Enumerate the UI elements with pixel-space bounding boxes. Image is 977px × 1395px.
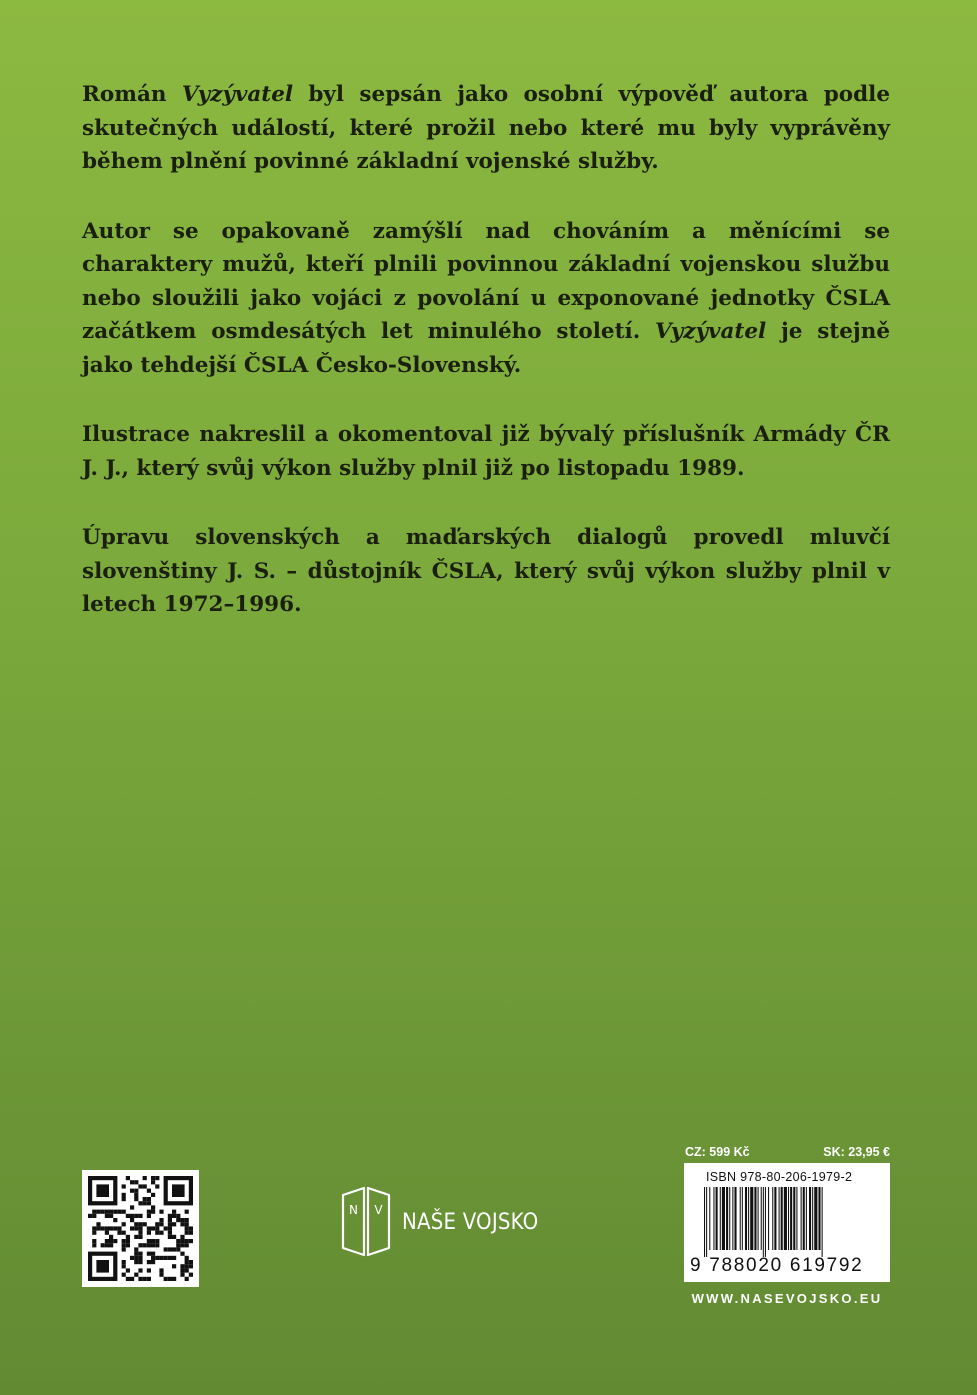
qr-module <box>176 1239 180 1243</box>
qr-module <box>126 1214 130 1218</box>
barcode-bar <box>716 1187 718 1250</box>
qr-module <box>151 1256 155 1260</box>
qr-module <box>122 1243 126 1247</box>
barcode-bar <box>781 1187 783 1250</box>
barcode-bar <box>745 1187 747 1250</box>
qr-module <box>189 1226 193 1230</box>
qr-module <box>147 1243 151 1247</box>
barcode-bar <box>713 1187 714 1250</box>
qr-module <box>126 1268 130 1272</box>
qr-module <box>176 1214 180 1218</box>
barcode-bars <box>704 1187 872 1257</box>
qr-module <box>109 1235 113 1239</box>
qr-module <box>122 1193 126 1197</box>
qr-module <box>92 1226 96 1230</box>
publisher-website[interactable]: WWW.NASEVOJSKO.EU <box>691 1291 883 1306</box>
qr-module <box>180 1243 184 1247</box>
qr-module <box>155 1184 159 1188</box>
qr-module <box>96 1222 100 1226</box>
qr-module <box>189 1260 193 1264</box>
qr-module <box>180 1264 184 1268</box>
barcode-bar <box>803 1187 805 1250</box>
qr-module <box>147 1197 151 1201</box>
barcode-bar <box>729 1187 730 1250</box>
barcode-digits: 9 788020 619792 <box>690 1255 864 1276</box>
qr-module <box>185 1222 189 1226</box>
qr-module <box>134 1256 138 1260</box>
qr-module <box>126 1243 130 1247</box>
qr-module <box>122 1264 126 1268</box>
qr-module <box>138 1235 142 1239</box>
qr-module <box>113 1226 117 1230</box>
qr-module <box>101 1210 105 1214</box>
qr-module <box>147 1210 151 1214</box>
qr-module <box>172 1222 176 1226</box>
qr-module <box>155 1176 159 1180</box>
qr-module <box>138 1252 142 1256</box>
qr-module <box>159 1231 163 1235</box>
qr-module <box>138 1277 142 1281</box>
qr-module <box>164 1277 168 1281</box>
logo-letter-n: N <box>349 1203 358 1217</box>
qr-module <box>134 1189 138 1193</box>
barcode-bar <box>748 1187 749 1250</box>
isbn-label: ISBN 978-80-206-1979-2 <box>706 1170 853 1184</box>
qr-module <box>130 1189 134 1193</box>
qr-module <box>164 1247 168 1251</box>
qr-module <box>130 1277 134 1281</box>
qr-module <box>151 1205 155 1209</box>
barcode-bar <box>788 1187 789 1250</box>
barcode-bar <box>758 1187 759 1250</box>
qr-module <box>185 1243 189 1247</box>
qr-module <box>180 1252 184 1256</box>
qr-module <box>159 1222 163 1226</box>
qr-module <box>168 1226 172 1230</box>
qr-module <box>92 1210 96 1214</box>
price-row <box>685 1145 890 1159</box>
qr-module <box>138 1243 142 1247</box>
price-cz: CZ: 599 Kč <box>685 1145 750 1159</box>
qr-module <box>126 1176 130 1180</box>
qr-module <box>151 1180 155 1184</box>
qr-module <box>126 1239 130 1243</box>
back-cover-blurb <box>82 78 890 658</box>
barcode-bar <box>768 1187 769 1250</box>
qr-module <box>130 1205 134 1209</box>
qr-module <box>105 1231 109 1235</box>
qr-module <box>143 1176 147 1180</box>
qr-module <box>151 1260 155 1264</box>
qr-module <box>172 1277 176 1281</box>
qr-module <box>185 1210 189 1214</box>
qr-module <box>185 1277 189 1281</box>
qr-module <box>185 1264 189 1268</box>
qr-module <box>138 1231 142 1235</box>
qr-module <box>109 1226 113 1230</box>
qr-module <box>134 1214 138 1218</box>
qr-module <box>138 1256 142 1260</box>
qr-module <box>168 1231 172 1235</box>
qr-module <box>168 1235 172 1239</box>
qr-module <box>138 1268 142 1272</box>
barcode-bar <box>709 1187 710 1250</box>
qr-module <box>151 1210 155 1214</box>
qr-module <box>134 1260 138 1264</box>
barcode-bar <box>772 1187 773 1250</box>
qr-module <box>168 1214 172 1218</box>
price-sk: SK: 23,95 € <box>823 1145 890 1159</box>
barcode-bar <box>793 1187 795 1250</box>
qr-module <box>134 1226 138 1230</box>
qr-module <box>185 1218 189 1222</box>
qr-module <box>96 1184 109 1197</box>
qr-module <box>176 1243 180 1247</box>
qr-module <box>126 1235 130 1239</box>
qr-module <box>155 1226 159 1230</box>
qr-module <box>109 1243 113 1247</box>
qr-module <box>151 1176 155 1180</box>
qr-module <box>113 1239 117 1243</box>
qr-module <box>155 1256 159 1260</box>
qr-module <box>143 1201 147 1205</box>
qr-module <box>172 1264 176 1268</box>
qr-module <box>147 1277 151 1281</box>
barcode-bar <box>726 1187 728 1250</box>
qr-module <box>180 1218 184 1222</box>
blurb-paragraph-1: Román Vyzývatel byl sepsán jako osobní výpověď autora podle skutečných událostí, které prožil nebo které mu byly vyprávěny během plnění povinné základní vojenské služby. <box>82 82 891 174</box>
qr-module <box>134 1222 138 1226</box>
barcode-bar <box>796 1187 797 1250</box>
qr-code[interactable] <box>82 1170 199 1287</box>
qr-module <box>147 1226 151 1230</box>
barcode-bar <box>814 1187 817 1250</box>
qr-module <box>101 1243 105 1247</box>
qr-module <box>88 1214 92 1218</box>
qr-module <box>122 1247 126 1251</box>
qr-module <box>126 1277 130 1281</box>
qr-module <box>172 1184 185 1197</box>
qr-module <box>168 1247 172 1251</box>
qr-module <box>168 1222 172 1226</box>
qr-module <box>151 1226 155 1230</box>
qr-module <box>134 1247 138 1251</box>
qr-module <box>168 1277 172 1281</box>
qr-module <box>109 1210 113 1214</box>
qr-module <box>130 1256 134 1260</box>
qr-module <box>130 1214 134 1218</box>
qr-code-graphic <box>82 1170 199 1287</box>
qr-module <box>92 1231 96 1235</box>
qr-module <box>105 1214 109 1218</box>
qr-module <box>151 1239 155 1243</box>
barcode-bar <box>763 1187 764 1257</box>
qr-module <box>138 1184 142 1188</box>
qr-module <box>172 1210 176 1214</box>
qr-module <box>134 1252 138 1256</box>
qr-module <box>109 1214 113 1218</box>
qr-module <box>147 1201 151 1205</box>
barcode-bar <box>801 1187 802 1250</box>
barcode-bar <box>740 1187 741 1250</box>
qr-module <box>180 1268 184 1272</box>
blurb-paragraph-2: Autor se opakovaně zamýšlí nad chováním a měnícími se charaktery mužů, kteří plnili povinnou základní vojenskou službu nebo sloužili jako vojáci z povolání u exponované jednotky ČSLA začátkem osmdesátých let minulého století. Vyzývatel je stejně jako tehdejší ČSLA Česko-Slovenský. <box>82 218 891 378</box>
qr-module <box>185 1226 189 1230</box>
qr-module <box>155 1243 159 1247</box>
qr-module <box>185 1231 189 1235</box>
qr-module <box>185 1268 189 1272</box>
qr-module <box>172 1247 176 1251</box>
qr-module <box>96 1226 100 1230</box>
qr-module <box>189 1239 193 1243</box>
barcode-bar <box>812 1187 813 1250</box>
qr-module <box>122 1184 126 1188</box>
qr-module <box>122 1260 126 1264</box>
qr-module <box>109 1239 113 1243</box>
qr-module <box>185 1260 189 1264</box>
qr-module <box>185 1256 189 1260</box>
qr-module <box>176 1218 180 1222</box>
barcode-bar <box>720 1187 721 1250</box>
qr-module <box>147 1189 151 1193</box>
barcode-bar <box>722 1187 725 1250</box>
qr-module <box>134 1193 138 1197</box>
qr-module <box>138 1214 142 1218</box>
qr-module <box>180 1235 184 1239</box>
barcode-bar <box>761 1187 762 1250</box>
barcode-bar <box>706 1187 707 1257</box>
qr-module <box>172 1214 176 1218</box>
qr-module <box>168 1218 172 1222</box>
barcode-bar <box>806 1187 807 1250</box>
qr-module <box>147 1260 151 1264</box>
qr-module <box>147 1231 151 1235</box>
qr-module <box>159 1268 163 1272</box>
qr-module <box>147 1239 151 1243</box>
qr-module <box>130 1226 134 1230</box>
qr-module <box>155 1222 159 1226</box>
qr-module <box>172 1256 176 1260</box>
qr-module <box>122 1231 126 1235</box>
qr-module <box>101 1226 105 1230</box>
barcode-bar <box>779 1187 780 1250</box>
qr-module <box>92 1243 96 1247</box>
qr-module <box>159 1273 163 1277</box>
qr-module <box>130 1218 134 1222</box>
qr-module <box>117 1210 121 1214</box>
qr-module <box>189 1264 193 1268</box>
qr-module <box>122 1273 126 1277</box>
qr-module <box>117 1226 121 1230</box>
qr-module <box>143 1243 147 1247</box>
qr-module <box>143 1222 147 1226</box>
qr-module <box>143 1197 147 1201</box>
qr-module <box>147 1214 151 1218</box>
qr-module <box>113 1210 117 1214</box>
qr-module <box>180 1273 184 1277</box>
qr-module <box>168 1256 172 1260</box>
qr-module <box>113 1218 117 1222</box>
qr-module <box>134 1235 138 1239</box>
qr-module <box>122 1197 126 1201</box>
barcode-bar <box>784 1187 787 1250</box>
isbn-barcode <box>684 1163 890 1282</box>
barcode-bar <box>818 1187 820 1250</box>
barcode-bar <box>790 1187 792 1250</box>
qr-module <box>105 1210 109 1214</box>
barcode-bar <box>809 1187 811 1250</box>
qr-module <box>164 1256 168 1260</box>
qr-module <box>105 1226 109 1230</box>
qr-module <box>159 1218 163 1222</box>
qr-module <box>180 1239 184 1243</box>
qr-module <box>159 1256 163 1260</box>
barcode-bar <box>754 1187 756 1250</box>
qr-module <box>122 1239 126 1243</box>
qr-module <box>92 1214 96 1218</box>
book-title: Vyzývatel <box>181 82 294 107</box>
qr-module <box>138 1201 142 1205</box>
qr-module <box>185 1239 189 1243</box>
barcode-bar <box>732 1187 733 1250</box>
qr-module <box>122 1222 126 1226</box>
publisher-logo <box>340 1185 538 1260</box>
barcode-bar <box>774 1187 776 1250</box>
qr-module <box>105 1243 109 1247</box>
book-title: Vyzývatel <box>654 319 767 344</box>
qr-module <box>134 1180 138 1184</box>
qr-module <box>151 1193 155 1197</box>
qr-module <box>134 1273 138 1277</box>
blurb-paragraph-4: Úpravu slovenských a maďarských dialogů provedl mluvčí slovenštiny J. S. – důstojník ČSLA, který svůj výkon služby plnil v letech 1972–1996. <box>82 525 890 617</box>
barcode-bar <box>704 1187 705 1257</box>
qr-module <box>96 1210 100 1214</box>
blurb-paragraph-3: Ilustrace nakreslil a okomentoval již bývalý příslušník Armády ČR J. J., který svůj výkon služby plnil již po listopadu 1989. <box>82 422 890 481</box>
barcode-bar <box>765 1187 766 1257</box>
qr-module <box>138 1260 142 1264</box>
qr-module <box>147 1268 151 1272</box>
barcode-bar <box>750 1187 753 1250</box>
qr-module <box>143 1277 147 1281</box>
barcode-bar <box>734 1187 736 1250</box>
qr-module <box>164 1226 168 1230</box>
publisher-name: NAŠE VOJSKO <box>402 1210 539 1235</box>
qr-module <box>151 1252 155 1256</box>
qr-module <box>172 1235 176 1239</box>
qr-module <box>92 1239 96 1243</box>
qr-module <box>96 1260 109 1273</box>
qr-module <box>147 1252 151 1256</box>
qr-module <box>130 1180 134 1184</box>
qr-module <box>176 1247 180 1251</box>
qr-module <box>134 1197 138 1201</box>
barcode-bar <box>742 1187 743 1250</box>
logo-letter-v: V <box>374 1203 383 1217</box>
qr-module <box>180 1222 184 1226</box>
qr-module <box>122 1210 126 1214</box>
book-emblem-icon <box>340 1185 392 1260</box>
qr-module <box>105 1239 109 1243</box>
qr-module <box>189 1273 193 1277</box>
qr-module <box>151 1243 155 1247</box>
qr-module <box>189 1231 193 1235</box>
qr-module <box>155 1231 159 1235</box>
qr-module <box>155 1239 159 1243</box>
qr-module <box>138 1226 142 1230</box>
qr-module <box>138 1222 142 1226</box>
barcode-bar <box>822 1187 823 1257</box>
qr-module <box>159 1210 163 1214</box>
qr-module <box>143 1184 147 1188</box>
qr-module <box>117 1231 121 1235</box>
